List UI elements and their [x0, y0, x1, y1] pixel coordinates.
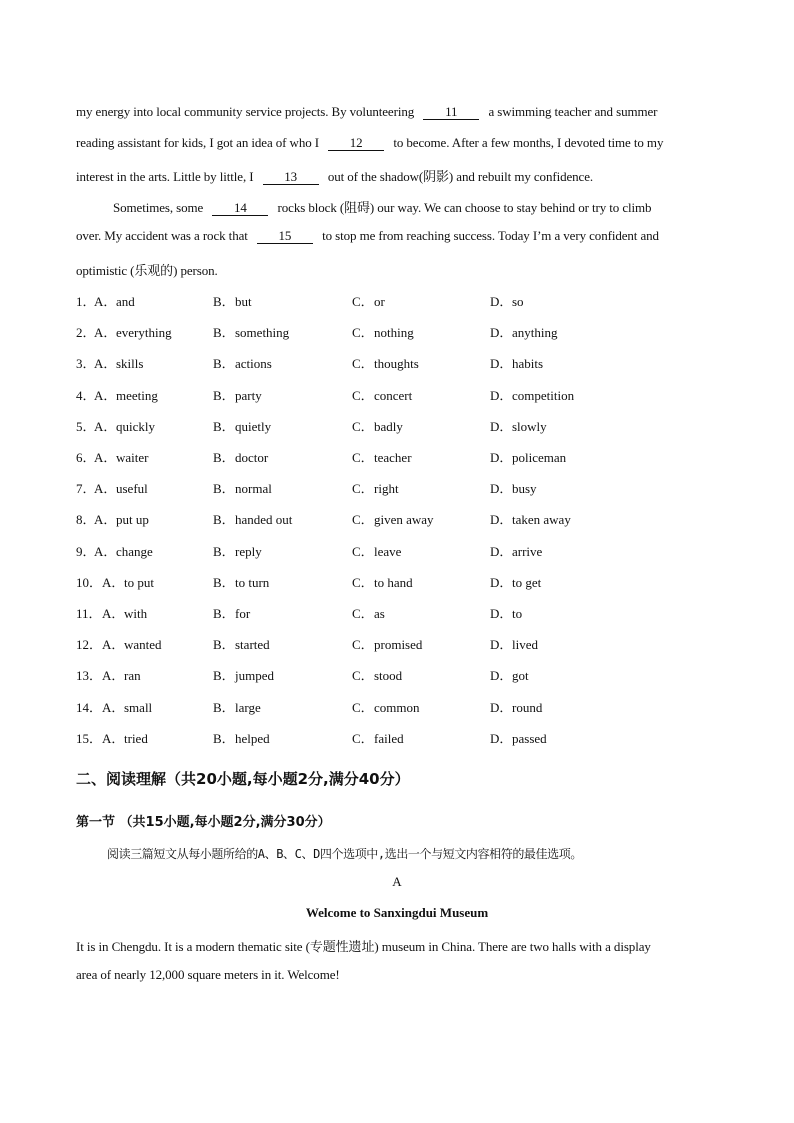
option-a — [94, 353, 143, 372]
option-c — [352, 478, 399, 497]
question-number: 7． — [76, 481, 96, 496]
option-d — [490, 541, 542, 560]
passage-text: out of the shadow(阴影) and rebuilt my confidence. — [327, 169, 594, 184]
option-letter: C． — [352, 294, 374, 309]
option-c — [352, 697, 420, 716]
option-letter: C． — [352, 637, 374, 652]
option-text: reply — [235, 544, 262, 559]
option-text: to put — [124, 575, 154, 590]
option-c — [352, 385, 412, 404]
passage-title: Welcome to Sanxingdui Museum — [305, 905, 489, 920]
option-text: slowly — [512, 419, 547, 434]
option-c — [352, 603, 385, 622]
option-letter: D． — [490, 575, 513, 590]
option-text: actions — [235, 356, 272, 371]
option-text: got — [512, 668, 529, 683]
option-row — [76, 509, 716, 527]
passage-text: Sometimes, some — [113, 200, 204, 215]
option-d — [490, 665, 529, 684]
option-text: leave — [374, 544, 402, 559]
option-row — [76, 634, 716, 652]
option-d — [490, 509, 571, 528]
option-row — [76, 478, 716, 496]
option-b — [213, 322, 289, 341]
option-letter: B． — [213, 450, 235, 465]
option-a — [102, 603, 147, 622]
option-b — [213, 603, 250, 622]
option-d — [490, 353, 543, 372]
option-letter: B． — [213, 731, 235, 746]
question-number: 3． — [76, 356, 96, 371]
option-letter: A． — [102, 606, 125, 621]
passage-body-line: area of nearly 12,000 square meters in it. Welcome! — [76, 967, 340, 982]
section-heading: 二、阅读理解（共20小题,每小题2分,满分40分） — [76, 770, 410, 788]
option-d — [490, 322, 558, 341]
option-letter: C． — [352, 606, 374, 621]
option-c — [352, 291, 385, 310]
passage-line-2 — [76, 135, 663, 151]
option-letter: A． — [94, 294, 117, 309]
option-text: passed — [512, 731, 547, 746]
option-letter: D． — [490, 512, 513, 527]
option-c — [352, 665, 402, 684]
option-c — [352, 353, 419, 372]
option-letter: A． — [94, 388, 117, 403]
option-text: promised — [374, 637, 423, 652]
option-text: party — [235, 388, 262, 403]
option-text: busy — [512, 481, 537, 496]
option-row — [76, 697, 716, 715]
option-b — [213, 728, 270, 747]
option-letter: C． — [352, 325, 374, 340]
question-number: 5． — [76, 419, 96, 434]
option-text: but — [235, 294, 252, 309]
option-letter: D． — [490, 731, 513, 746]
option-text: to — [512, 606, 523, 621]
option-letter: C． — [352, 481, 374, 496]
option-letter: C． — [352, 419, 374, 434]
option-text: wanted — [124, 637, 162, 652]
passage-text: to become. After a few months, I devoted time to my — [393, 135, 664, 150]
option-letter: A． — [94, 419, 117, 434]
question-number: 12． — [76, 637, 103, 652]
option-text: jumped — [235, 668, 274, 683]
option-letter: C． — [352, 544, 374, 559]
blank-12: 12 — [328, 136, 384, 151]
passage-text: a swimming teacher and summer — [488, 104, 658, 119]
option-text: to get — [512, 575, 542, 590]
option-letter: A． — [102, 731, 125, 746]
option-text: as — [374, 606, 385, 621]
option-b — [213, 385, 262, 404]
option-letter: C． — [352, 700, 374, 715]
option-letter: D． — [490, 544, 513, 559]
option-text: lived — [512, 637, 538, 652]
option-c — [352, 634, 422, 653]
option-text: normal — [235, 481, 272, 496]
option-letter: B． — [213, 606, 235, 621]
option-row — [76, 541, 716, 559]
option-d — [490, 478, 537, 497]
option-text: tried — [124, 731, 148, 746]
option-text: change — [116, 544, 153, 559]
blank-13: 13 — [263, 170, 319, 185]
option-a — [102, 697, 152, 716]
option-letter: D． — [490, 419, 513, 434]
option-letter: B． — [213, 700, 235, 715]
option-text: meeting — [116, 388, 158, 403]
option-text: or — [374, 294, 385, 309]
option-a — [94, 541, 153, 560]
option-text: ran — [124, 668, 141, 683]
passage-line-4 — [113, 197, 651, 216]
option-row — [76, 416, 716, 434]
option-letter: A． — [94, 325, 117, 340]
option-text: policeman — [512, 450, 567, 465]
option-text: nothing — [374, 325, 414, 340]
option-text: small — [124, 700, 153, 715]
passage-body-line: It is in Chengdu. It is a modern thematic site (专题性遗址) museum in China. There are two halls with a display — [76, 939, 651, 954]
option-b — [213, 634, 270, 653]
option-c — [352, 572, 413, 591]
option-text: started — [235, 637, 270, 652]
option-text: taken away — [512, 512, 571, 527]
option-d — [490, 447, 566, 466]
option-letter: B． — [213, 388, 235, 403]
option-text: skills — [116, 356, 144, 371]
option-letter: A． — [94, 512, 117, 527]
option-text: doctor — [235, 450, 269, 465]
option-a — [94, 509, 149, 528]
option-letter: B． — [213, 637, 235, 652]
passage-text: reading assistant for kids, I got an idea of who I — [76, 135, 320, 150]
option-a — [102, 634, 162, 653]
option-row — [76, 291, 716, 309]
option-b — [213, 509, 292, 528]
option-c — [352, 728, 404, 747]
option-letter: D． — [490, 450, 513, 465]
option-letter: D． — [490, 700, 513, 715]
option-letter: D． — [490, 668, 513, 683]
question-number: 1． — [76, 294, 96, 309]
question-number: 13． — [76, 668, 103, 683]
option-text: helped — [235, 731, 270, 746]
option-text: useful — [116, 481, 148, 496]
option-letter: C． — [352, 356, 374, 371]
option-row — [76, 385, 716, 403]
option-text: quickly — [116, 419, 155, 434]
option-text: stood — [374, 668, 403, 683]
option-b — [213, 353, 272, 372]
option-letter: A． — [102, 700, 125, 715]
option-text: with — [124, 606, 148, 621]
option-a — [94, 322, 172, 341]
option-row — [76, 322, 716, 340]
option-a — [94, 385, 158, 404]
passage-line-6: optimistic (乐观的) person. — [76, 263, 218, 278]
option-b — [213, 447, 268, 466]
option-letter: A． — [94, 450, 117, 465]
question-number: 2． — [76, 325, 96, 340]
passage-text: rocks block (阻碍) our way. We can choose to stay behind or try to climb — [277, 200, 652, 215]
option-d — [490, 634, 538, 653]
option-text: anything — [512, 325, 558, 340]
option-text: teacher — [374, 450, 412, 465]
option-text: quietly — [235, 419, 272, 434]
option-text: round — [512, 700, 543, 715]
option-letter: B． — [213, 356, 235, 371]
question-number: 4． — [76, 388, 96, 403]
blank-11: 11 — [423, 105, 479, 120]
option-letter: A． — [102, 668, 125, 683]
question-number: 11． — [76, 606, 102, 621]
passage-text: my energy into local community service projects. By volunteering — [76, 104, 415, 119]
option-row — [76, 603, 716, 621]
question-number: 10． — [76, 575, 103, 590]
option-letter: B． — [213, 575, 235, 590]
option-text: concert — [374, 388, 413, 403]
option-row — [76, 728, 716, 746]
option-text: given away — [374, 512, 434, 527]
option-text: handed out — [235, 512, 293, 527]
option-row — [76, 572, 716, 590]
blank-14: 14 — [212, 201, 268, 216]
option-text: common — [374, 700, 420, 715]
option-d — [490, 603, 522, 622]
option-letter: D． — [490, 294, 513, 309]
option-text: right — [374, 481, 399, 496]
option-letter: C． — [352, 450, 374, 465]
option-d — [490, 728, 547, 747]
option-letter: B． — [213, 481, 235, 496]
option-text: habits — [512, 356, 544, 371]
option-b — [213, 665, 274, 684]
option-text: arrive — [512, 544, 543, 559]
option-letter: D． — [490, 606, 513, 621]
option-letter: A． — [94, 356, 117, 371]
option-letter: D． — [490, 325, 513, 340]
instruction-text: 阅读三篇短文从每小题所给的A、B、C、D四个选项中,选出一个与短文内容相符的最佳选项。 — [107, 847, 582, 861]
option-letter: A． — [102, 637, 125, 652]
option-letter: C． — [352, 575, 374, 590]
option-d — [490, 697, 542, 716]
option-letter: C． — [352, 731, 374, 746]
option-letter: C． — [352, 512, 374, 527]
option-text: large — [235, 700, 261, 715]
option-c — [352, 447, 412, 466]
option-text: waiter — [116, 450, 149, 465]
option-letter: C． — [352, 388, 374, 403]
option-d — [490, 385, 574, 404]
passage-text: to stop me from reaching success. Today I’m a very confident and — [322, 228, 659, 243]
option-letter: A． — [102, 575, 125, 590]
option-letter: B． — [213, 512, 235, 527]
option-text: so — [512, 294, 524, 309]
option-c — [352, 416, 403, 435]
option-letter: B． — [213, 325, 235, 340]
option-a — [94, 416, 155, 435]
question-number: 14． — [76, 700, 103, 715]
option-letter: B． — [213, 419, 235, 434]
option-a — [94, 291, 135, 310]
option-c — [352, 509, 434, 528]
option-b — [213, 541, 262, 560]
passage-line-1 — [76, 104, 657, 120]
option-d — [490, 291, 524, 310]
option-c — [352, 322, 414, 341]
option-a — [94, 478, 148, 497]
option-row — [76, 353, 716, 371]
option-text: failed — [374, 731, 404, 746]
passage-text: over. My accident was a rock that — [76, 228, 248, 243]
option-b — [213, 572, 269, 591]
option-row — [76, 665, 716, 683]
option-text: to hand — [374, 575, 413, 590]
option-letter: B． — [213, 544, 235, 559]
question-number: 6． — [76, 450, 96, 465]
option-b — [213, 291, 252, 310]
question-number: 8． — [76, 512, 96, 527]
option-letter: B． — [213, 294, 235, 309]
option-text: everything — [116, 325, 172, 340]
option-text: to turn — [235, 575, 270, 590]
option-text: something — [235, 325, 290, 340]
option-letter: D． — [490, 637, 513, 652]
passage-text: interest in the arts. Little by little, I — [76, 169, 254, 184]
question-number: 9． — [76, 544, 96, 559]
option-text: and — [116, 294, 135, 309]
option-row — [76, 447, 716, 465]
option-d — [490, 416, 547, 435]
option-b — [213, 478, 272, 497]
option-a — [102, 572, 154, 591]
passage-line-3 — [76, 166, 593, 185]
option-a — [102, 728, 148, 747]
option-text: badly — [374, 419, 403, 434]
option-text: thoughts — [374, 356, 419, 371]
option-d — [490, 572, 541, 591]
option-letter: C． — [352, 668, 374, 683]
option-letter: D． — [490, 388, 513, 403]
question-number: 15． — [76, 731, 103, 746]
option-letter: D． — [490, 356, 513, 371]
option-letter: B． — [213, 668, 235, 683]
passage-letter: A — [392, 874, 402, 889]
part-heading: 第一节 （共15小题,每小题2分,满分30分） — [76, 815, 331, 830]
passage-line-5 — [76, 228, 659, 244]
option-c — [352, 541, 401, 560]
option-text: competition — [512, 388, 575, 403]
option-a — [94, 447, 148, 466]
option-b — [213, 416, 271, 435]
option-a — [102, 665, 141, 684]
option-letter: A． — [94, 544, 117, 559]
blank-15: 15 — [257, 229, 313, 244]
option-text: put up — [116, 512, 149, 527]
option-text: for — [235, 606, 251, 621]
option-letter: A． — [94, 481, 117, 496]
option-b — [213, 697, 261, 716]
option-letter: D． — [490, 481, 513, 496]
